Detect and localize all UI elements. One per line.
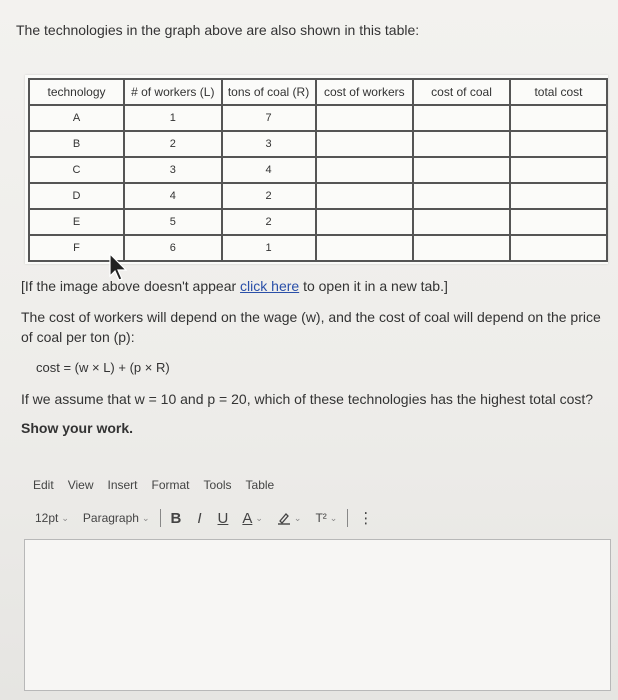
cell-coal-tons: 2 (222, 209, 316, 235)
show-work-label: Show your work. (21, 420, 134, 436)
cell-total-cost (510, 183, 607, 209)
cell-workers: 2 (124, 131, 221, 157)
question-text: If we assume that w = 10 and p = 20, which of these technologies has the highest total cost? (21, 391, 594, 407)
table-row (29, 105, 607, 131)
editor-menubar (33, 478, 274, 492)
editor-toolbar (35, 509, 373, 527)
font-size-value: 12pt (35, 511, 59, 525)
cell-workers: 5 (124, 209, 221, 235)
table-image (25, 75, 608, 264)
cell-cost-of-workers (316, 235, 413, 261)
font-color-label: A (242, 509, 253, 527)
cell-coal-tons: 3 (222, 131, 316, 157)
table-row (29, 131, 607, 157)
menu-view[interactable]: View (67, 478, 94, 492)
table-row (29, 183, 607, 209)
click-here-link[interactable]: click here (240, 278, 300, 294)
cell-coal-tons: 1 (222, 235, 316, 261)
cell-technology: D (29, 183, 124, 209)
underline-button[interactable]: U (217, 509, 229, 527)
toolbar-divider (160, 509, 161, 527)
cell-cost-of-workers (316, 183, 413, 209)
cell-workers: 3 (124, 157, 221, 183)
header-total-cost: total cost (510, 79, 607, 105)
menu-tools[interactable]: Tools (203, 478, 232, 492)
note-suffix: to open it in a new tab.] (299, 278, 448, 294)
cell-cost-of-coal (413, 131, 510, 157)
superscript-button[interactable] (315, 511, 337, 525)
font-size-select[interactable] (35, 511, 69, 525)
paragraph-value: Paragraph (82, 511, 139, 525)
cell-workers: 6 (124, 235, 221, 261)
cost-formula: cost = (w × L) + (p × R) (36, 360, 170, 375)
cell-total-cost (510, 131, 607, 157)
chevron-down-icon: ⌄ (141, 512, 150, 523)
header-cost-of-workers: cost of workers (316, 79, 413, 105)
answer-textarea[interactable] (24, 539, 611, 691)
cell-workers: 1 (124, 105, 221, 131)
intro-text: The technologies in the graph above are also shown in this table: (16, 22, 420, 38)
table-row (29, 209, 607, 235)
superscript-label: T² (315, 511, 327, 525)
cell-technology: C (29, 157, 124, 183)
header-technology: technology (29, 79, 124, 105)
cell-coal-tons: 7 (222, 105, 316, 131)
cell-technology: F (29, 235, 124, 261)
cell-cost-of-workers (316, 157, 413, 183)
cell-cost-of-coal (413, 183, 510, 209)
cell-cost-of-workers (316, 105, 413, 131)
more-options-icon[interactable]: ⋮ (358, 510, 374, 527)
cell-technology: E (29, 209, 124, 235)
cell-cost-of-workers (316, 209, 413, 235)
highlighter-icon (277, 511, 291, 525)
font-color-button[interactable] (242, 510, 263, 527)
cell-total-cost (510, 235, 607, 261)
wage-description: The cost of workers will depend on the wage (w), and the cost of coal will depend on the price of coal per ton (p): (21, 309, 601, 345)
cell-total-cost (510, 105, 607, 131)
menu-format[interactable]: Format (151, 478, 190, 492)
chevron-down-icon: ⌄ (293, 512, 302, 523)
menu-table[interactable]: Table (245, 478, 275, 492)
chevron-down-icon: ⌄ (255, 512, 263, 523)
cell-coal-tons: 4 (222, 157, 316, 183)
menu-insert[interactable]: Insert (107, 478, 138, 492)
cell-technology: B (29, 131, 124, 157)
cell-cost-of-coal (413, 157, 510, 183)
cell-coal-tons: 2 (222, 183, 316, 209)
bold-button[interactable]: B (170, 509, 182, 527)
technology-table (28, 78, 608, 262)
cell-total-cost (510, 157, 607, 183)
cell-cost-of-coal (413, 209, 510, 235)
italic-button[interactable]: I (197, 509, 202, 527)
cell-cost-of-coal (413, 105, 510, 131)
table-row (29, 157, 607, 183)
header-workers: # of workers (L) (124, 79, 221, 105)
header-cost-of-coal: cost of coal (413, 79, 510, 105)
note-prefix: [If the image above doesn't appear (21, 278, 241, 294)
chevron-down-icon: ⌄ (61, 512, 69, 523)
image-fallback-note (21, 276, 448, 296)
cell-workers: 4 (124, 183, 221, 209)
cell-technology: A (29, 105, 124, 131)
chevron-down-icon: ⌄ (329, 512, 338, 523)
header-coal-tons: tons of coal (R) (222, 79, 316, 105)
toolbar-divider (347, 509, 348, 527)
cell-cost-of-coal (413, 235, 510, 261)
cell-cost-of-workers (316, 131, 413, 157)
table-header-row (29, 79, 607, 105)
menu-edit[interactable]: Edit (33, 478, 54, 492)
highlight-button[interactable] (277, 511, 302, 525)
paragraph-select[interactable] (83, 511, 150, 525)
cell-total-cost (510, 209, 607, 235)
